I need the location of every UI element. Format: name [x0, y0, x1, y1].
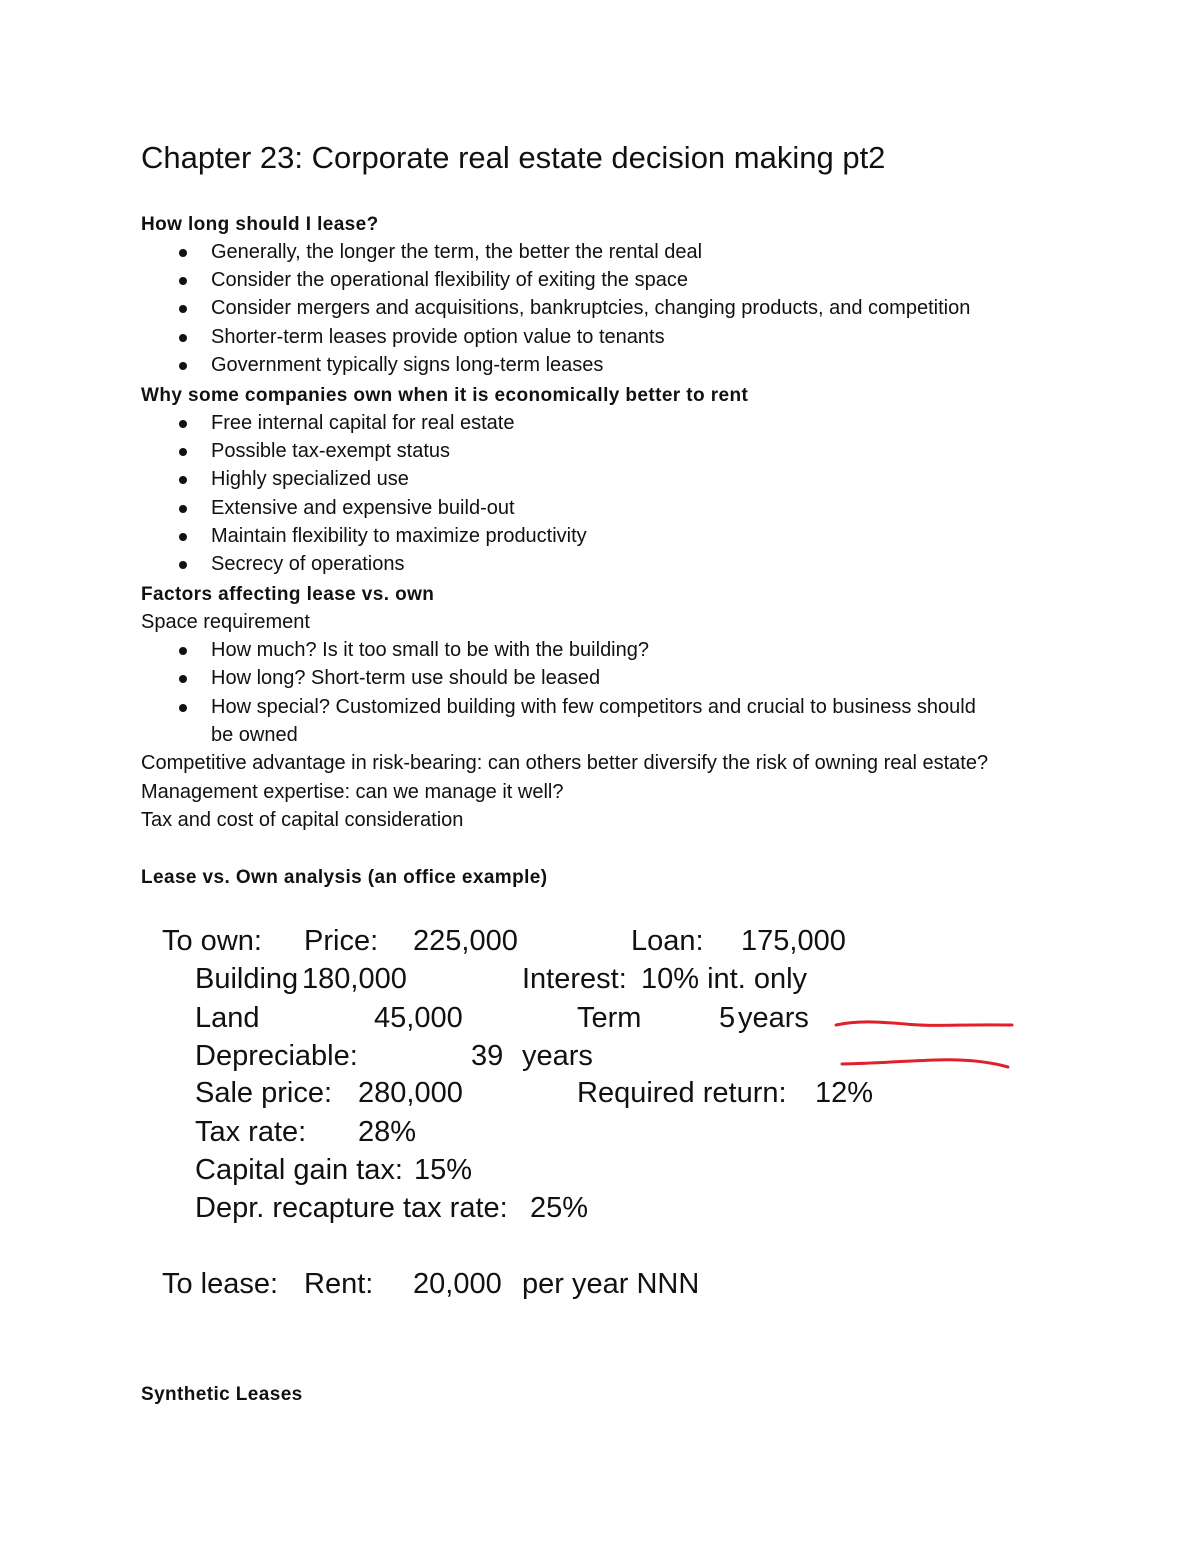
bullet-icon [179, 561, 187, 569]
bullet-icon [179, 249, 187, 257]
list-item: Extensive and expensive build-out [211, 497, 515, 519]
list-item: How special? Customized building with few competitors and crucial to business should [211, 696, 976, 718]
red-underline-stroke [842, 1060, 1008, 1067]
interest-value: 10% int. only [641, 963, 808, 995]
depr-recapture-value: 25% [530, 1192, 589, 1224]
bullet-icon [179, 505, 187, 513]
list-item: Possible tax-exempt status [211, 440, 450, 462]
bullet-icon [179, 362, 187, 370]
capital-gain-tax-value: 15% [414, 1154, 473, 1186]
required-return-value: 12% [815, 1077, 874, 1109]
price-value: 225,000 [413, 925, 518, 957]
synthetic-leases-heading: Synthetic Leases [141, 1384, 303, 1405]
list-item: Government typically signs long-term leases [211, 354, 604, 376]
bullet-icon [179, 334, 187, 342]
section-heading-lease-length: How long should I lease? [141, 214, 379, 235]
section-heading-why-own: Why some companies own when it is economically better to rent [141, 385, 749, 406]
list-item: Shorter-term leases provide option value to tenants [211, 326, 665, 348]
depreciable-value: 39 [471, 1040, 504, 1072]
depreciable-unit: years [522, 1040, 593, 1072]
list-item: Maintain flexibility to maximize productivity [211, 525, 587, 547]
list-item: Free internal capital for real estate [211, 412, 515, 434]
paragraph: Management expertise: can we manage it well? [141, 781, 564, 803]
bullet-icon [179, 277, 187, 285]
list-item-continuation: be owned [211, 724, 298, 746]
term-label: Term [577, 1002, 642, 1034]
bullet-icon [179, 448, 187, 456]
bullet-icon [179, 476, 187, 484]
capital-gain-tax-label: Capital gain tax: [195, 1154, 403, 1186]
section-heading-factors: Factors affecting lease vs. own [141, 584, 435, 605]
page-title: Chapter 23: Corporate real estate decision making pt2 [141, 140, 886, 175]
rent-label: Rent: [304, 1268, 374, 1300]
depr-recapture-label: Depr. recapture tax rate: [195, 1192, 508, 1224]
list-item: Consider the operational flexibility of exiting the space [211, 269, 688, 291]
depreciable-label: Depreciable: [195, 1040, 358, 1072]
bullet-icon [179, 675, 187, 683]
sale-price-value: 280,000 [358, 1077, 463, 1109]
loan-label: Loan: [631, 925, 704, 957]
required-return-label: Required return: [577, 1077, 787, 1109]
to-own-label: To own: [162, 925, 262, 957]
tax-rate-label: Tax rate: [195, 1116, 307, 1148]
land-label: Land [195, 1002, 260, 1034]
paragraph: Tax and cost of capital consideration [141, 809, 464, 831]
list-item: How much? Is it too small to be with the building? [211, 639, 649, 661]
bullet-icon [179, 704, 187, 712]
list-item: How long? Short-term use should be leased [211, 667, 601, 689]
bullet-icon [179, 305, 187, 313]
rent-unit: per year NNN [522, 1268, 700, 1300]
list-item: Secrecy of operations [211, 553, 405, 575]
rent-value: 20,000 [413, 1268, 502, 1300]
paragraph: Competitive advantage in risk-bearing: can others better diversify the risk of owning real estate? [141, 752, 989, 774]
price-label: Price: [304, 925, 379, 957]
tax-rate-value: 28% [358, 1116, 417, 1148]
building-value: 180,000 [302, 963, 407, 995]
to-lease-label: To lease: [162, 1268, 279, 1300]
list-item: Generally, the longer the term, the better the rental deal [211, 241, 703, 263]
bullet-icon [179, 647, 187, 655]
land-value: 45,000 [374, 1002, 463, 1034]
term-value: 5 [719, 1002, 736, 1034]
bullet-icon [179, 420, 187, 428]
list-item: Consider mergers and acquisitions, bankruptcies, changing products, and competition [211, 297, 971, 319]
sale-price-label: Sale price: [195, 1077, 333, 1109]
bullet-icon [179, 533, 187, 541]
interest-label: Interest: [522, 963, 627, 995]
list-item: Highly specialized use [211, 468, 409, 490]
analysis-heading: Lease vs. Own analysis (an office example) [141, 867, 548, 888]
building-label: Building [195, 963, 299, 995]
subheading-space-requirement: Space requirement [141, 611, 310, 633]
loan-value: 175,000 [741, 925, 846, 957]
red-underline-stroke [836, 1022, 1012, 1026]
term-unit: years [738, 1002, 809, 1034]
